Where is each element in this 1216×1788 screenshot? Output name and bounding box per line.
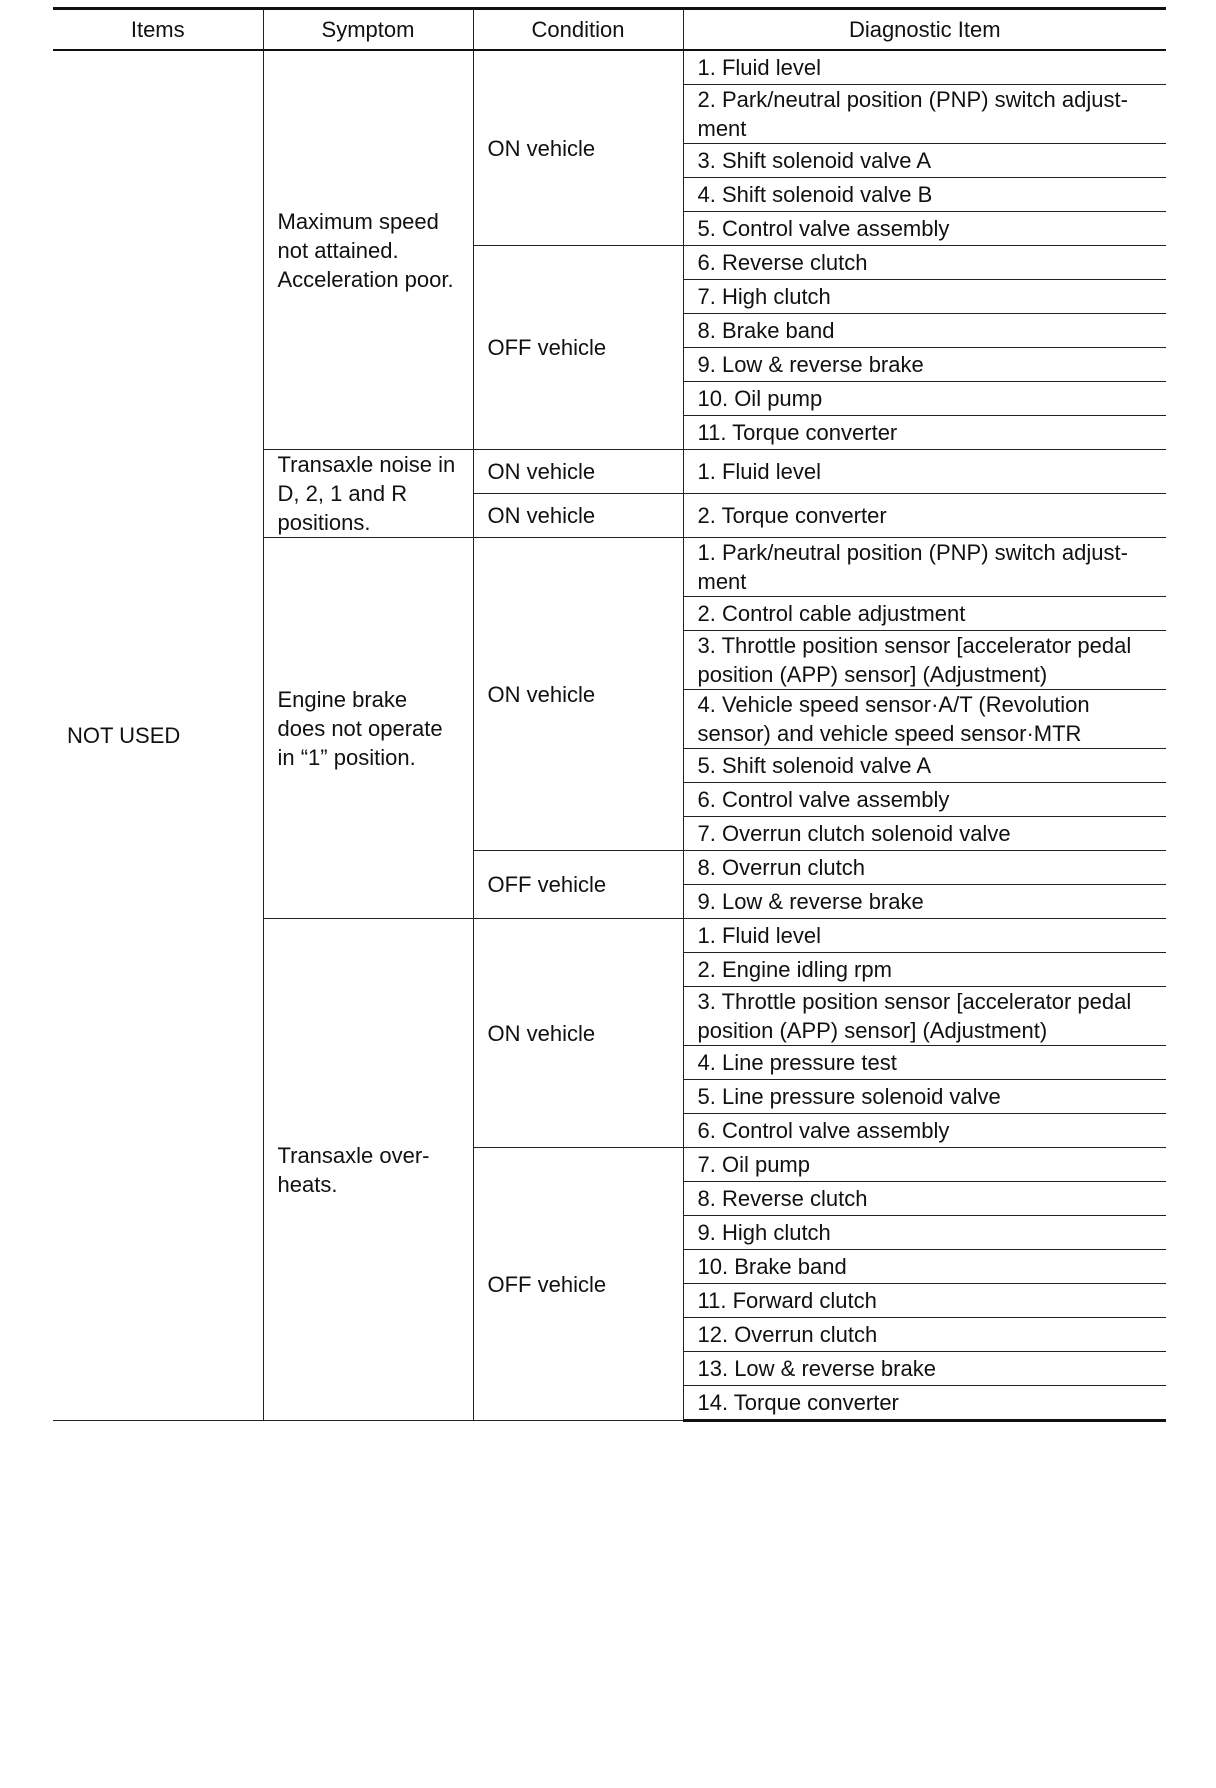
diagnostic-item-cell: 12. Overrun clutch — [683, 1318, 1166, 1352]
diagnostic-item-cell: 14. Torque converter — [683, 1386, 1166, 1421]
symptom-cell: Maximum speed not attained. Acceleration poor. — [263, 50, 473, 450]
table-header — [53, 9, 1166, 51]
diagnostic-item-cell: 5. Line pressure solenoid valve — [683, 1080, 1166, 1114]
diagnostic-item-cell: 3. Shift solenoid valve A — [683, 144, 1166, 178]
header-symptom: Symptom — [263, 9, 473, 51]
header-items: Items — [53, 9, 263, 51]
diagnostic-item-cell: 13. Low & reverse brake — [683, 1352, 1166, 1386]
header-condition: Condition — [473, 9, 683, 51]
diagnostic-item-cell: 11. Torque converter — [683, 416, 1166, 450]
diagnostic-item-cell: 7. Oil pump — [683, 1148, 1166, 1182]
diagnostic-item-cell: 2. Park/neutral position (PNP) switch adjust-ment — [683, 85, 1166, 144]
condition-cell: ON vehicle — [473, 494, 683, 538]
diagnostic-item-cell: 7. High clutch — [683, 280, 1166, 314]
diagnostic-item-cell: 2. Control cable adjustment — [683, 597, 1166, 631]
diagnostic-item-cell: 1. Fluid level — [683, 919, 1166, 953]
symptom-cell: Engine brake does not operate in “1” position. — [263, 538, 473, 919]
header-diagnostic-item: Diagnostic Item — [683, 9, 1166, 51]
diagnostic-item-cell: 1. Fluid level — [683, 450, 1166, 494]
diagnostic-item-cell: 6. Reverse clutch — [683, 246, 1166, 280]
symptom-cell: Transaxle over-heats. — [263, 919, 473, 1421]
condition-cell: OFF vehicle — [473, 246, 683, 450]
diagnostic-item-cell: 2. Engine idling rpm — [683, 953, 1166, 987]
diagnostic-item-cell: 8. Reverse clutch — [683, 1182, 1166, 1216]
diagnostic-item-cell: 5. Shift solenoid valve A — [683, 749, 1166, 783]
diagnostic-item-cell: 10. Brake band — [683, 1250, 1166, 1284]
condition-cell: OFF vehicle — [473, 1148, 683, 1421]
diagnostic-item-cell: 8. Overrun clutch — [683, 851, 1166, 885]
items-cell: NOT USED — [53, 50, 263, 1421]
condition-cell: ON vehicle — [473, 919, 683, 1148]
diagnostic-item-cell: 10. Oil pump — [683, 382, 1166, 416]
table-body — [53, 50, 1166, 1421]
condition-cell: ON vehicle — [473, 50, 683, 246]
diagnostic-table-container — [53, 7, 1166, 1422]
diagnostic-item-cell: 9. Low & reverse brake — [683, 348, 1166, 382]
diagnostic-table — [53, 7, 1166, 1422]
diagnostic-item-cell: 2. Torque converter — [683, 494, 1166, 538]
diagnostic-item-cell: 6. Control valve assembly — [683, 1114, 1166, 1148]
diagnostic-item-cell: 9. High clutch — [683, 1216, 1166, 1250]
diagnostic-item-cell: 4. Shift solenoid valve B — [683, 178, 1166, 212]
diagnostic-item-cell: 6. Control valve assembly — [683, 783, 1166, 817]
diagnostic-item-cell: 1. Park/neutral position (PNP) switch adjust-ment — [683, 538, 1166, 597]
diagnostic-item-cell: 11. Forward clutch — [683, 1284, 1166, 1318]
diagnostic-item-cell: 4. Line pressure test — [683, 1046, 1166, 1080]
diagnostic-item-cell: 3. Throttle position sensor [accelerator pedal position (APP) sensor] (Adjustment) — [683, 987, 1166, 1046]
diagnostic-item-cell: 8. Brake band — [683, 314, 1166, 348]
diagnostic-item-cell: 5. Control valve assembly — [683, 212, 1166, 246]
symptom-cell: Transaxle noise in D, 2, 1 and R positions. — [263, 450, 473, 538]
header-row — [53, 9, 1166, 51]
diagnostic-item-cell: 9. Low & reverse brake — [683, 885, 1166, 919]
diagnostic-item-cell: 3. Throttle position sensor [accelerator pedal position (APP) sensor] (Adjustment) — [683, 631, 1166, 690]
condition-cell: ON vehicle — [473, 538, 683, 851]
condition-cell: OFF vehicle — [473, 851, 683, 919]
table-row — [53, 50, 1166, 85]
condition-cell: ON vehicle — [473, 450, 683, 494]
diagnostic-item-cell: 1. Fluid level — [683, 50, 1166, 85]
diagnostic-item-cell: 4. Vehicle speed sensor·A/T (Revolution sensor) and vehicle speed sensor·MTR — [683, 690, 1166, 749]
diagnostic-item-cell: 7. Overrun clutch solenoid valve — [683, 817, 1166, 851]
